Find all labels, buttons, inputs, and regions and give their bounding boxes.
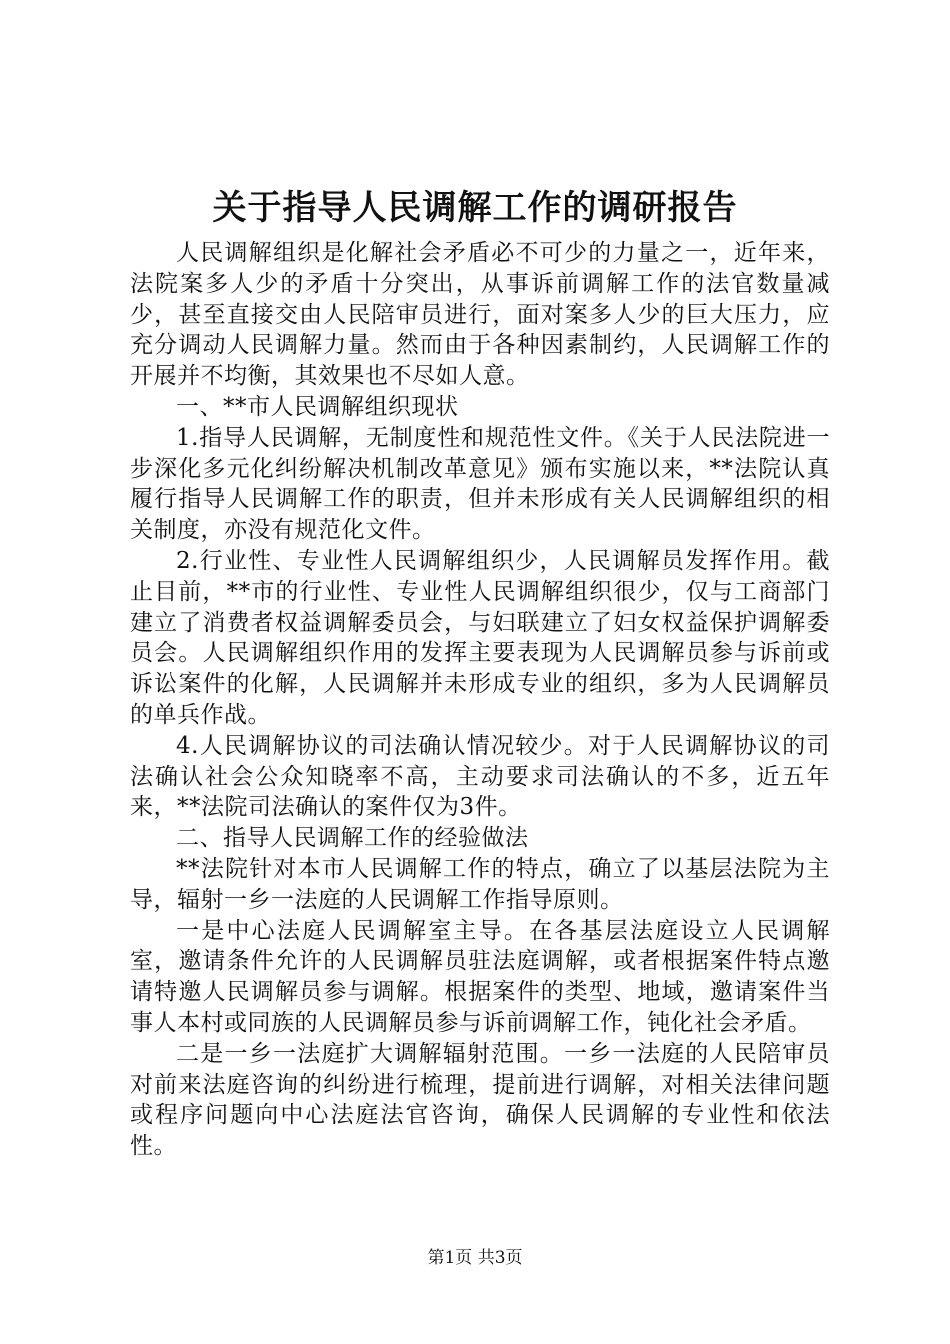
paragraph-item-1: 1.指导人民调解，无制度性和规范性文件。《关于人民法院进一步深化多元化纠纷解决机制改革意见》颁布实施以来，**法院认真履行指导人民调解工作的职责，但并未形成有关人民调解组织的相关制度，亦没有规范化文件。 xyxy=(130,424,830,544)
paragraph-item-4: 4.人民调解协议的司法确认情况较少。对于人民调解协议的司法确认社会公众知晓率不高，主动要求司法确认的不多，近五年来，**法院司法确认的案件仅为3件。 xyxy=(130,732,830,821)
paragraph-item-2: 2.行业性、专业性人民调解组织少，人民调解员发挥作用。截止目前，**市的行业性、专业性人民调解组织很少，仅与工商部门建立了消费者权益调解委员会，与妇联建立了妇女权益保护调解委员会。人民调解组织作用的发挥主要表现为人民调解员参与诉前或诉讼案件的化解，人民调解并未形成专业的组织，多为人民调解员的单兵作战。 xyxy=(130,547,830,728)
section-heading-2: 二、指导人民调解工作的经验做法 xyxy=(176,825,529,852)
page-number-footer: 第1页 共3页 xyxy=(427,1248,523,1268)
document-title: 关于指导人民调解工作的调研报告 xyxy=(212,188,738,228)
paragraph-principle: **法院针对本市人民调解工作的特点，确立了以基层法院为主导，辐射一乡一法庭的人民调解工作指导原则。 xyxy=(130,855,830,913)
document-body xyxy=(130,238,830,1162)
paragraph-method-1: 一是中心法庭人民调解室主导。在各基层法庭设立人民调解室，邀请条件允许的人民调解员驻法庭调解，或者根据案件特点邀请特邀人民调解员参与调解。根据案件的类型、地域，邀请案件当事人本村或同族的人民调解员参与诉前调解工作，钝化社会矛盾。 xyxy=(130,917,830,1036)
paragraph-intro: 人民调解组织是化解社会矛盾必不可少的力量之一，近年来，法院案多人少的矛盾十分突出，从事诉前调解工作的法官数量减少，甚至直接交由人民陪审员进行，面对案多人少的巨大压力，应充分调动人民调解力量。然而由于各种因素制约，人民调解工作的开展并不均衡，其效果也不尽如人意。 xyxy=(130,240,830,390)
section-heading-1: 一、**市人民调解组织现状 xyxy=(176,393,459,420)
paragraph-method-2: 二是一乡一法庭扩大调解辐射范围。一乡一法庭的人民陪审员对前来法庭咨询的纠纷进行梳理，提前进行调解，对相关法律问题或程序问题向中心法庭法官咨询，确保人民调解的专业性和依法性。 xyxy=(130,1040,830,1160)
